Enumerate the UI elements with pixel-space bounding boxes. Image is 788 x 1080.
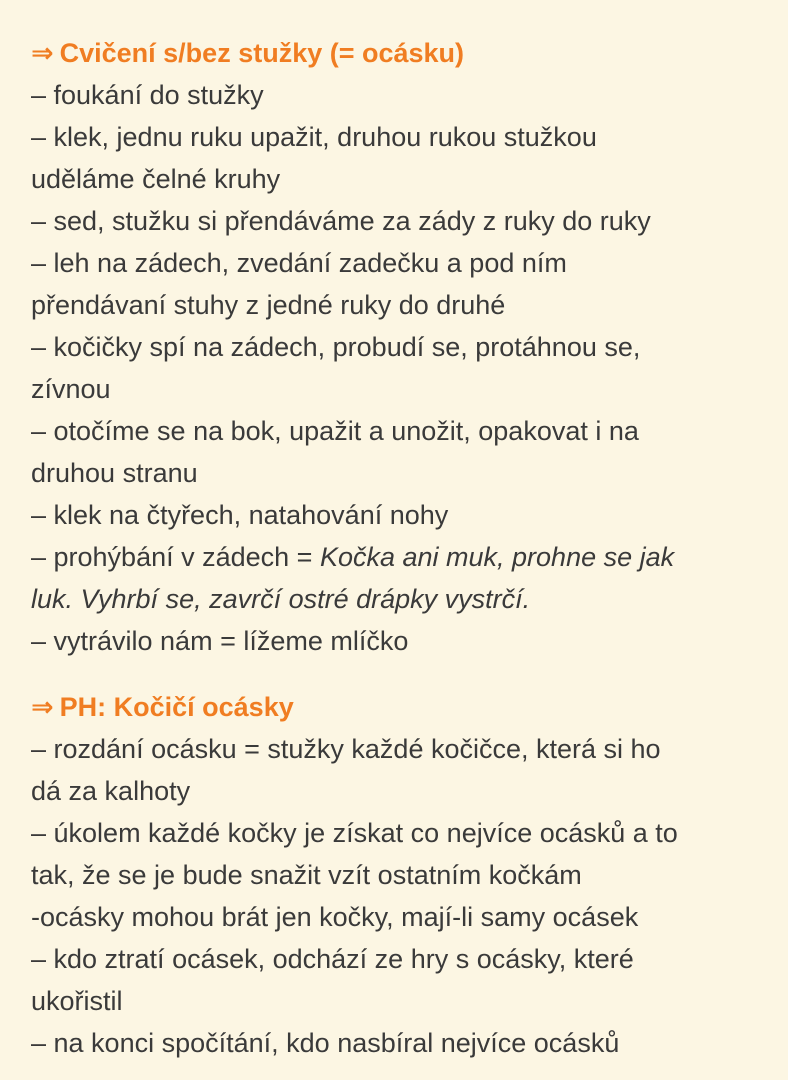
text-line: – sed, stužku si přendáváme za zády z ruky do ruky	[31, 206, 651, 236]
text-line: – klek, jednu ruku upažit, druhou rukou stužkou	[31, 122, 597, 152]
section-game	[31, 686, 758, 1064]
heading-text: Cvičení s/bez stužky (= ocásku)	[59, 38, 465, 68]
text-line: – rozdání ocásku = stužky každé kočičce, která si ho	[31, 734, 661, 764]
text-line: -ocásky mohou brát jen kočky, mají-li samy ocásek	[31, 902, 639, 932]
section-exercises	[31, 32, 758, 662]
text-line: – otočíme se na bok, upažit a unožit, opakovat i na	[31, 416, 639, 446]
plain-text: – prohýbání v zádech =	[31, 542, 320, 572]
text-line: tak, že se je bude snažit vzít ostatním kočkám	[31, 860, 582, 890]
section-heading-game	[31, 686, 758, 728]
arrow-icon: ⇒	[31, 692, 54, 722]
text-line: přendávaní stuhy z jedné ruky do druhé	[31, 290, 506, 320]
text-line: – na konci spočítání, kdo nasbíral nejvíce ocásků	[31, 1028, 620, 1058]
text-line: ukořistil	[31, 986, 123, 1016]
text-line-mixed	[31, 536, 758, 578]
text-line: – leh na zádech, zvedání zadečku a pod ním	[31, 248, 567, 278]
text-line-italic	[31, 578, 758, 620]
text-line: – kočičky spí na zádech, probudí se, protáhnou se,	[31, 332, 641, 362]
text-line: dá za kalhoty	[31, 776, 191, 806]
arrow-icon: ⇒	[31, 38, 54, 68]
text-line: – vytrávilo nám = lížeme mlíčko	[31, 626, 409, 656]
section-heading-exercises	[31, 32, 758, 74]
text-line: zívnou	[31, 374, 111, 404]
text-line: uděláme čelné kruhy	[31, 164, 281, 194]
rhyme-text: luk. Vyhrbí se, zavrčí ostré drápky vystrčí.	[31, 584, 531, 614]
text-line: – foukání do stužky	[31, 80, 264, 110]
text-line: – klek na čtyřech, natahování nohy	[31, 500, 449, 530]
text-line: – kdo ztratí ocásek, odchází ze hry s ocásky, které	[31, 944, 634, 974]
heading-text: PH: Kočičí ocásky	[59, 692, 294, 722]
rhyme-text: Kočka ani muk, prohne se jak	[319, 542, 675, 572]
text-line: druhou stranu	[31, 458, 198, 488]
text-line: – úkolem každé kočky je získat co nejvíce ocásků a to	[31, 818, 678, 848]
